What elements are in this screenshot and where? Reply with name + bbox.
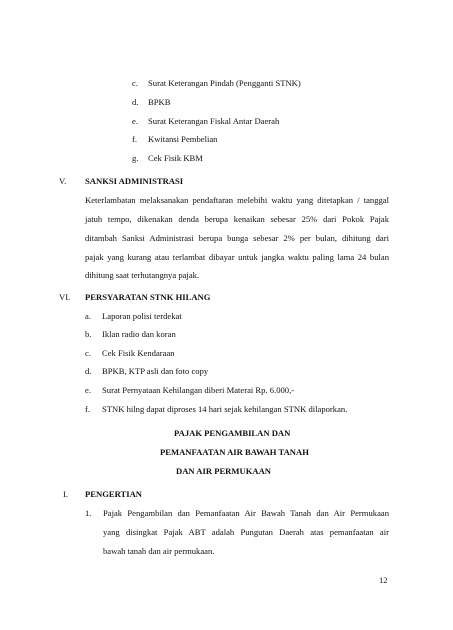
list-marker: d. bbox=[85, 366, 92, 376]
section-i-title: PENGERTIAN bbox=[85, 489, 142, 499]
paragraph-line: yang disingkat Pajak ABT adalah Pungutan Daerah atas pemanfaatan air bbox=[103, 527, 389, 537]
list-marker: b. bbox=[85, 329, 92, 339]
heading-line: DAN AIR PERMUKAAN bbox=[176, 466, 272, 476]
list-item: Iklan radio dan koran bbox=[102, 329, 176, 339]
list-marker: a. bbox=[85, 311, 91, 321]
list-marker: e. bbox=[85, 385, 91, 395]
list-item: STNK hilng dapat diproses 14 hari sejak kehilangan STNK dilaporkan. bbox=[102, 404, 348, 414]
heading-line: PAJAK PENGAMBILAN DAN bbox=[174, 428, 291, 438]
list-item: Cek Fisik Kendaraan bbox=[102, 348, 175, 358]
list-item: Surat Keterangan Pindah (Pengganti STNK) bbox=[148, 78, 301, 88]
section-vi-title: PERSYARATAN STNK HILANG bbox=[85, 292, 211, 302]
page-number: 12 bbox=[379, 575, 388, 585]
paragraph-line: jatuh tempo, dikenakan denda berupa kenaikan sebesar 25% dari Pokok Pajak bbox=[85, 214, 389, 224]
section-vi-number: VI. bbox=[59, 292, 71, 302]
list-marker: e. bbox=[132, 116, 138, 126]
list-item: Surat Pernyataan Kehilangan diberi Materai Rp. 6.000,- bbox=[102, 385, 295, 395]
paragraph-line: Keterlambatan melaksanakan pendaftaran melebihi waktu yang ditetapkan / tanggal bbox=[85, 195, 389, 205]
list-item: Kwitansi Pembelian bbox=[148, 134, 218, 144]
list-marker: g. bbox=[132, 153, 139, 163]
paragraph-line: bawah tanah dan air permukaan. bbox=[103, 546, 215, 556]
list-item: Cek Fisik KBM bbox=[148, 153, 203, 163]
list-item: Surat Keterangan Fiskal Antar Daerah bbox=[148, 116, 280, 126]
list-marker: c. bbox=[85, 348, 91, 358]
paragraph-line: Pajak Pengambilan dan Pemanfaatan Air Bawah Tanah dan Air Permukaan bbox=[103, 508, 389, 518]
section-i-number: I. bbox=[63, 489, 69, 499]
section-v-title: SANKSI ADMINISTRASI bbox=[85, 176, 184, 186]
list-marker: f. bbox=[132, 134, 138, 144]
list-marker: 1. bbox=[85, 508, 92, 518]
section-v-number: V. bbox=[59, 176, 67, 186]
list-marker: d. bbox=[132, 97, 139, 107]
paragraph-line: dihitung saat terhutangnya pajak. bbox=[85, 270, 200, 280]
list-marker: c. bbox=[132, 78, 138, 88]
heading-line: PEMANFAATAN AIR BAWAH TANAH bbox=[160, 447, 309, 457]
list-marker: f. bbox=[85, 404, 91, 414]
paragraph-line: pajak yang kurang atau terlambat dibayar untuk jangka waktu paling lama 24 bulan bbox=[85, 252, 389, 262]
list-item: BPKB bbox=[148, 97, 171, 107]
list-item: Laporan polisi terdekat bbox=[102, 311, 182, 321]
list-item: BPKB, KTP asli dan foto copy bbox=[102, 366, 209, 376]
paragraph-line: ditambah Sanksi Administrasi berupa bunga sebesar 2% per bulan, dihitung dari bbox=[85, 233, 389, 243]
